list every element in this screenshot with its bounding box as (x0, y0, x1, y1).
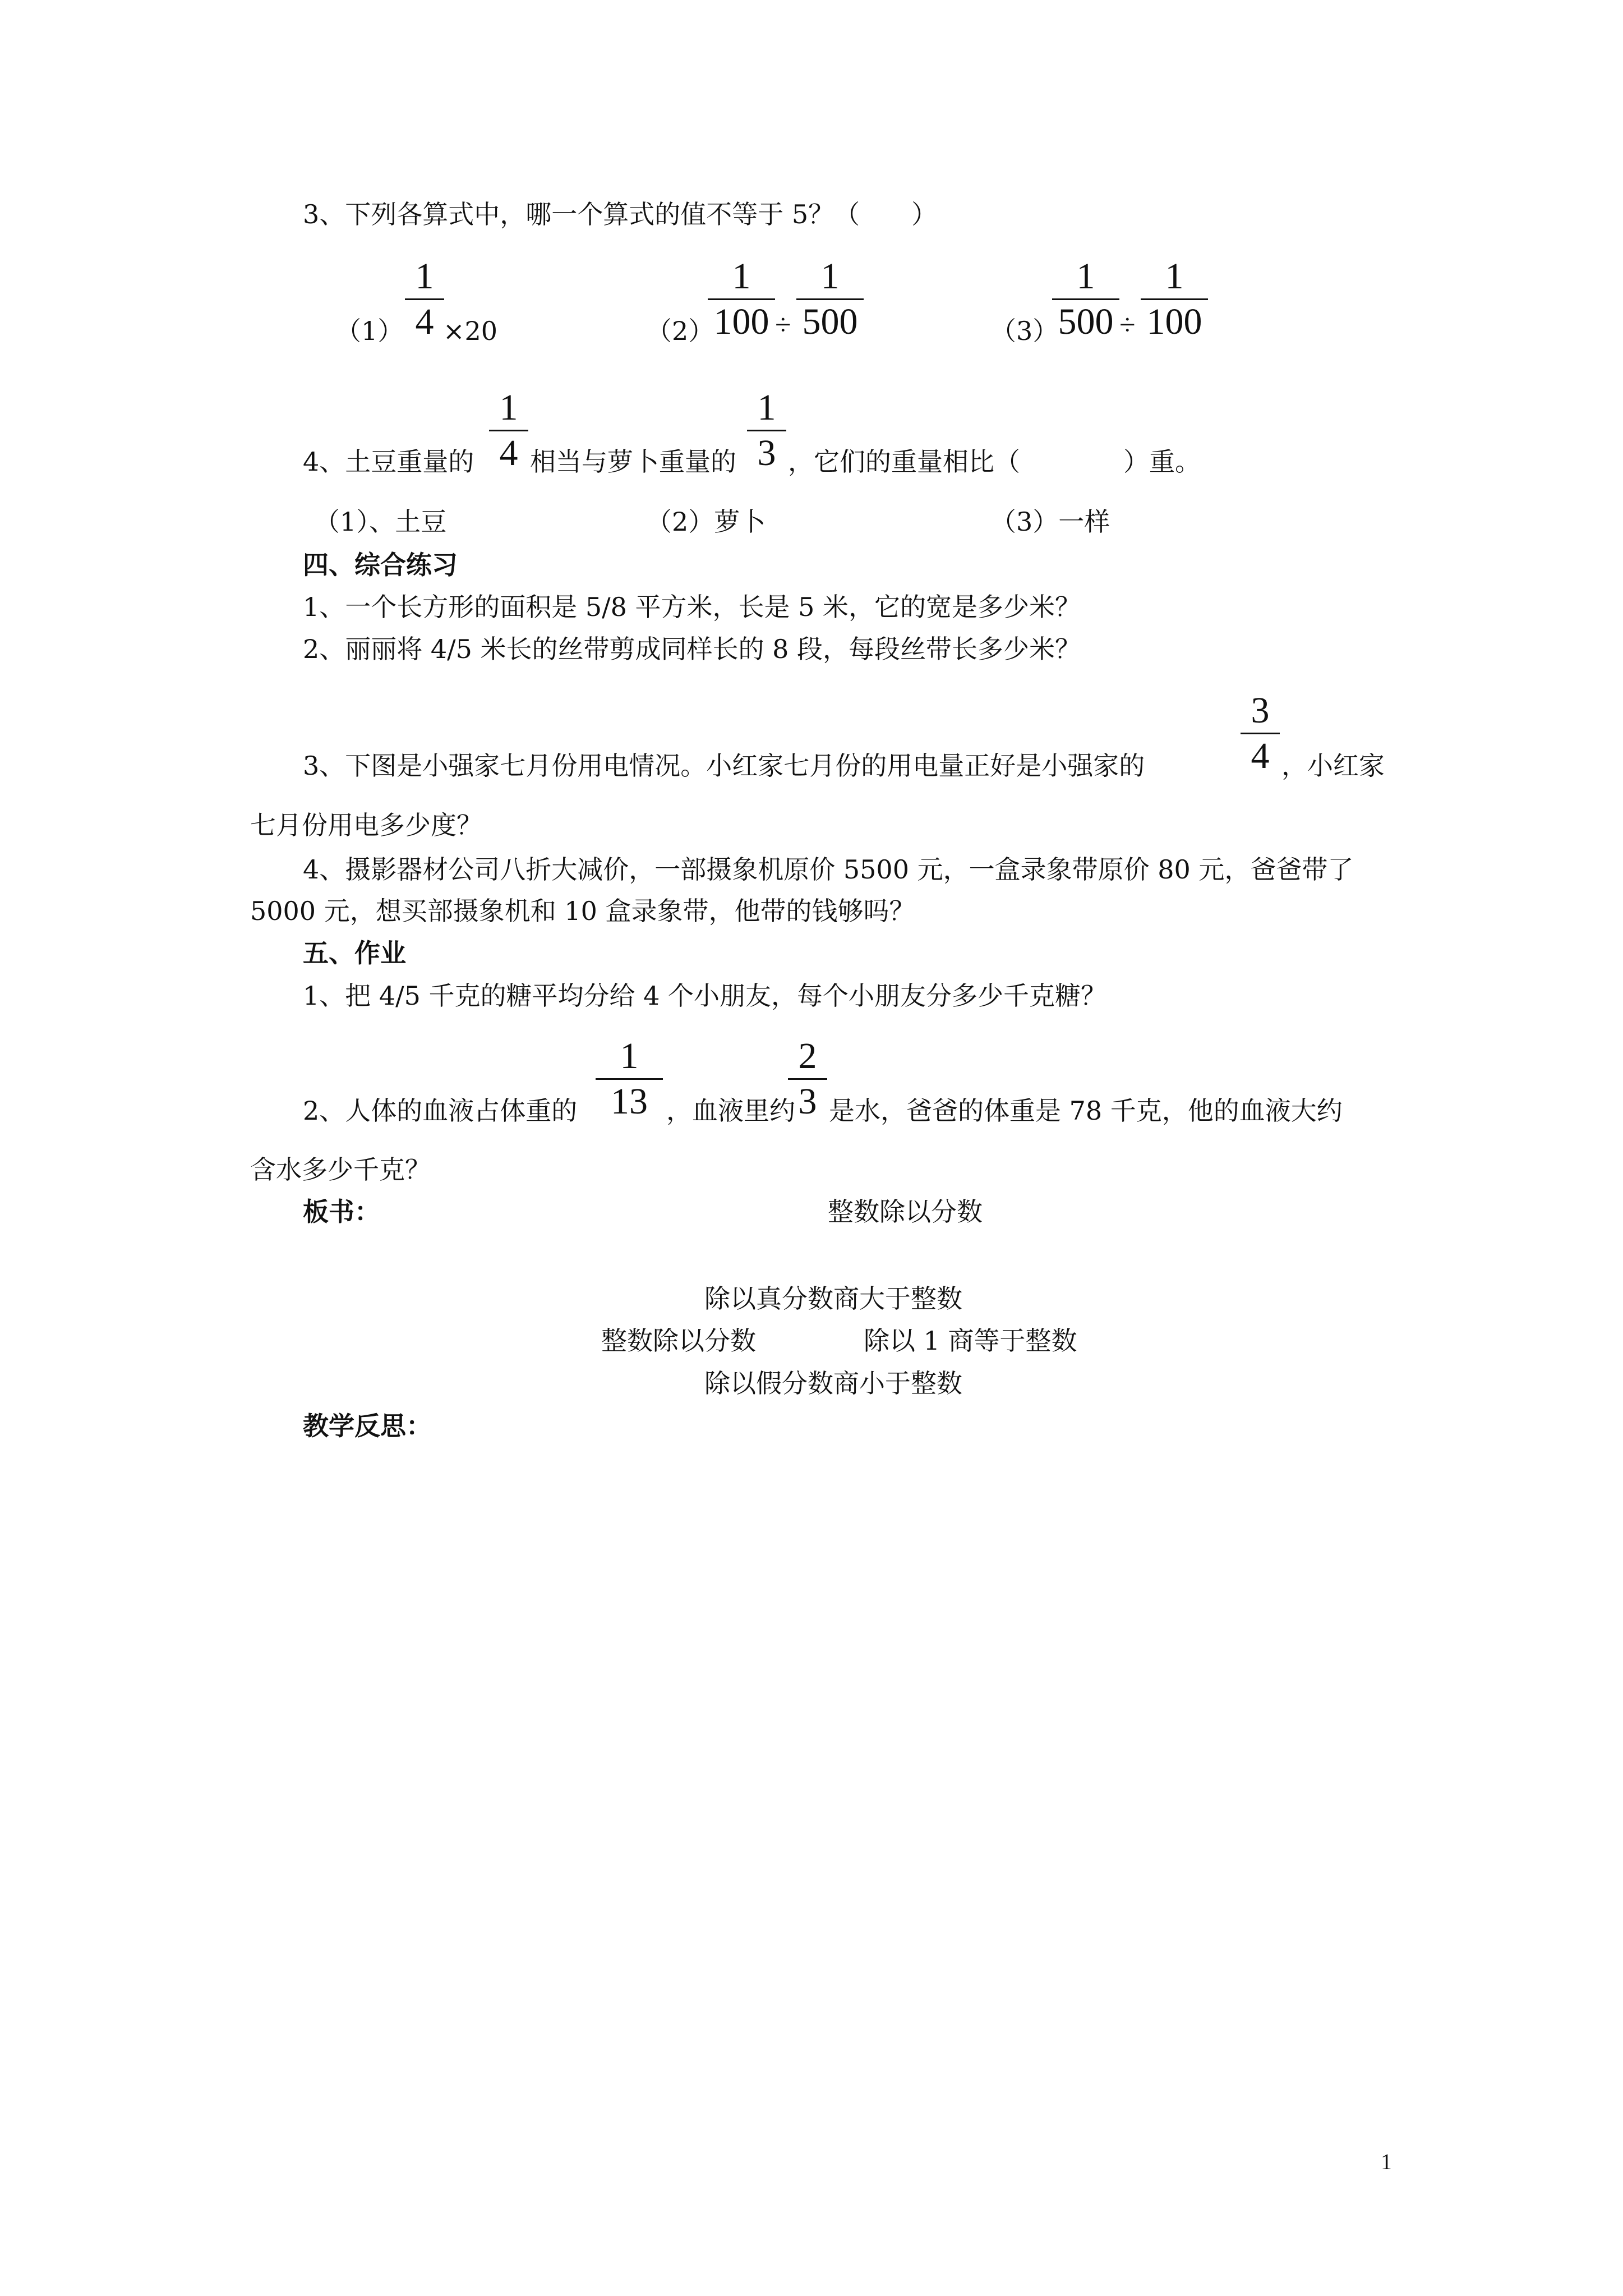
section4-item2: 2、丽丽将 4/5 米长的丝带剪成同样长的 8 段，每段丝带长多少米？ (303, 634, 1081, 664)
denominator: 13 (611, 1081, 648, 1122)
numerator: 1 (732, 256, 751, 297)
q3-opt1-fraction (405, 257, 444, 342)
q3-opt1-label: （1） (335, 316, 404, 346)
q4-opt1: （1）、土豆 (314, 507, 447, 537)
page-number: 1 (1381, 2149, 1392, 2174)
denominator: 500 (802, 301, 858, 342)
section4-item1: 1、一个长方形的面积是 5/8 平方米，长是 5 米，它的宽是多少米？ (303, 592, 1081, 622)
q3-opt2-label: （2） (646, 316, 714, 346)
divide-sign: ÷ (1119, 309, 1136, 341)
denominator: 4 (499, 432, 518, 473)
denominator: 100 (1146, 301, 1202, 342)
section5-item2-part3: 是水，爸爸的体重是 78 千克，他的血液大约 (829, 1096, 1343, 1126)
q3-opt3-fraction-b (1141, 257, 1208, 342)
fraction-bar (596, 1078, 663, 1080)
q4-opt2: （2）萝卜 (646, 507, 766, 537)
section5-item2-part1: 2、人体的血液占体重的 (303, 1096, 578, 1126)
section4-item4-line1: 4、摄影器材公司八折大减价，一部摄象机原价 5500 元，一盒录象带原价 80 元，爸爸带了 (303, 854, 1354, 885)
divide-sign: ÷ (775, 309, 791, 341)
fraction-bar (747, 430, 786, 431)
q3-text: 3、下列各算式中，哪一个算式的值不等于 5？（ ） (303, 199, 938, 229)
fraction-bar (489, 430, 528, 431)
numerator: 1 (1076, 256, 1095, 297)
denominator: 4 (1251, 735, 1270, 776)
q3-opt1-tail: ×20 (443, 316, 498, 346)
numerator: 1 (415, 256, 434, 297)
q4-opt3: （3）一样 (990, 507, 1110, 537)
q4-fraction-1 (489, 388, 528, 473)
q3-opt3-fraction-a (1052, 257, 1119, 342)
section4-heading: 四、综合练习 (303, 550, 458, 580)
board-line3: 除以假分数商小于整数 (704, 1368, 962, 1398)
board-left: 整数除以分数 (601, 1326, 756, 1356)
reflection-label: 教学反思： (303, 1411, 432, 1441)
fraction-bar (788, 1078, 827, 1080)
section4-item3-part2: ，小红家 (1281, 751, 1385, 781)
fraction-bar (405, 298, 444, 300)
section5-heading: 五、作业 (303, 938, 406, 968)
section5-item2-fraction-2 (788, 1037, 827, 1121)
numerator: 2 (798, 1036, 817, 1076)
board-title: 整数除以分数 (828, 1197, 983, 1227)
numerator: 1 (757, 387, 776, 428)
fraction-bar (796, 298, 864, 300)
q3-opt2-fraction-a (708, 257, 775, 342)
fraction-bar (1052, 298, 1119, 300)
numerator: 3 (1251, 690, 1270, 731)
fraction-bar (1141, 298, 1208, 300)
board-line1: 除以真分数商大于整数 (704, 1283, 962, 1314)
q4-part1: 4、土豆重量的 (303, 447, 474, 477)
denominator: 4 (415, 301, 434, 342)
q4-part3: ，它们的重量相比（ ）重。 (788, 447, 1201, 477)
numerator: 1 (620, 1036, 639, 1076)
section4-item4-line2: 5000 元，想买部摄象机和 10 盒录象带，他带的钱够吗？ (250, 896, 915, 926)
denominator: 500 (1058, 301, 1114, 342)
numerator: 1 (1165, 256, 1184, 297)
q4-fraction-2 (747, 388, 786, 473)
section4-item3-line2: 七月份用电多少度？ (250, 810, 482, 840)
board-line2: 除以 1 商等于整数 (864, 1326, 1077, 1356)
section4-item3-fraction (1241, 691, 1280, 776)
section5-item2-part2: ，血液里约 (666, 1096, 795, 1126)
q3-opt3-label: （3） (990, 316, 1059, 346)
q3-opt2-fraction-b (796, 257, 864, 342)
section5-item1: 1、把 4/5 千克的糖平均分给 4 个小朋友，每个小朋友分多少千克糖？ (303, 981, 1107, 1011)
numerator: 1 (499, 387, 518, 428)
denominator: 100 (713, 301, 769, 342)
section5-item2-line2: 含水多少千克？ (250, 1154, 431, 1185)
fraction-bar (1241, 733, 1280, 734)
section5-item2-fraction-1 (596, 1037, 663, 1121)
board-label: 板书： (303, 1197, 380, 1227)
denominator: 3 (798, 1081, 817, 1122)
fraction-bar (708, 298, 775, 300)
denominator: 3 (757, 432, 776, 473)
section4-item3-part1: 3、下图是小强家七月份用电情况。小红家七月份的用电量正好是小强家的 (303, 751, 1145, 781)
numerator: 1 (820, 256, 840, 297)
q4-part2: 相当与萝卜重量的 (530, 447, 736, 477)
